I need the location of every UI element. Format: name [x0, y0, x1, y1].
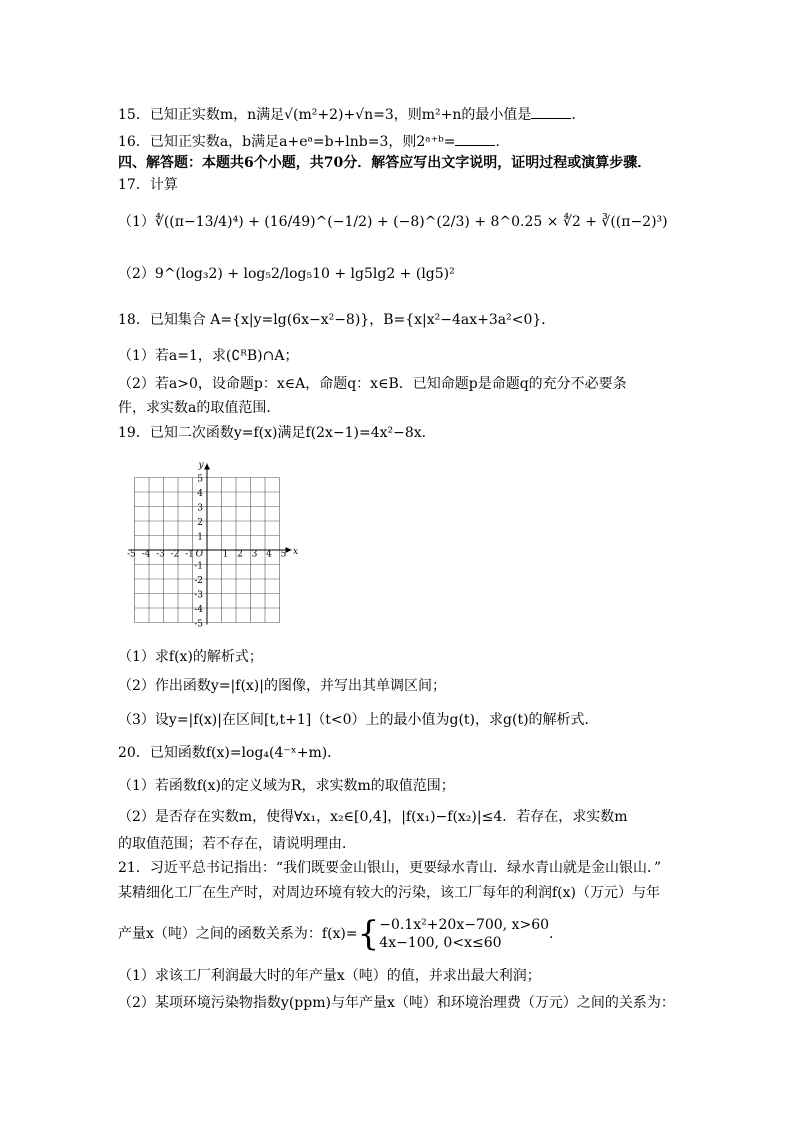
q17-part-1-label: （1）: [118, 214, 155, 230]
coordinate-grid: [125, 450, 310, 635]
q18-part-2-line-1: （2）若a>0，设命题p：x∈A，命题q：x∈B．已知命题p是命题q的充分不必要条: [118, 376, 627, 392]
question-19: 19．已知二次函数y=f(x)满足f(2x−1)=4x²−8x．: [118, 425, 436, 441]
q17-part-2: [118, 264, 455, 284]
y-tick-label: 3: [197, 503, 203, 514]
q19-part-3: （3）设y=|f(x)|在区间[t,t+1]（t<0）上的最小值为g(t)，求g(t)的解析式．: [118, 712, 599, 728]
piecewise-brace: {: [357, 914, 380, 954]
q20-part-2-line-2: 的取值范围；若不存在，请说明理由．: [118, 836, 356, 852]
question-17: 17．计算: [118, 177, 178, 193]
y-tick-label: 2: [197, 518, 203, 528]
x-axis-arrow: [286, 547, 292, 553]
x-tick-label: 1: [222, 549, 229, 560]
y-tick-label: 1: [197, 532, 203, 543]
q21-function-label: 产量x（吨）之间的函数关系为：f(x)=: [118, 926, 358, 942]
piecewise-case-2: 4x−100, 0<x≤60: [379, 935, 502, 951]
x-tick-label: -3: [156, 549, 165, 560]
x-tick-label: 4: [266, 549, 272, 560]
question-21-line-2: 某精细化工厂在生产时，对周边环境有较大的污染，该工厂每年的利润f(x)（万元）与年: [118, 885, 660, 901]
q17-part-2-label: （2）: [118, 266, 155, 282]
x-tick-label: -5: [127, 549, 136, 560]
y-tick-label: -4: [194, 605, 203, 615]
y-tick-label: 5: [197, 474, 203, 485]
x-axis-label: x: [292, 547, 299, 557]
piecewise-case-1: −0.1x²+20x−700, x>60: [379, 917, 550, 933]
question-15: [118, 104, 576, 125]
x-tick-label: 3: [251, 549, 258, 560]
answer-blank-16[interactable]: [455, 131, 495, 146]
q19-part-1: （1）求f(x)的解析式；: [118, 649, 263, 665]
q21-part-1: （1）求该工厂利润最大时的年产量x（吨）的值，并求出最大利润；: [118, 968, 541, 984]
q16-text: 16．已知正实数a，b满足a+eᵃ=b+lnb=3，则2ᵃ⁺ᵇ=: [118, 134, 456, 150]
x-tick-label: -2: [170, 549, 180, 560]
y-tick-label: -1: [194, 561, 203, 572]
question-20: 20．已知函数f(x)=log₄(4⁻ˣ+m)．: [118, 745, 342, 761]
y-axis-label: y: [198, 460, 204, 471]
y-tick-label: 4: [197, 489, 203, 499]
q15-text: 15．已知正实数m，n满足√(m²+2)+√n=3，则m²+n的最小值是: [118, 107, 532, 123]
q20-part-2-line-1: （2）是否存在实数m，使得∀x₁，x₂∈[0,4]，|f(x₁)−f(x₂)|≤4．若存在，求实数m: [118, 809, 628, 825]
section-4-heading: 四、解答题：本题共6个小题，共70分．解答应写出文字说明，证明过程或演算步骤．: [118, 155, 652, 171]
q17-part-2-expression: 9^(log₃2) + log₅2/log₅10 + lg5lg2 + (lg5)²: [154, 266, 455, 282]
q17-part-1-expression: ∜((π−13/4)⁴) + (16/49)^(−1/2) + (−8)^(2/3) + 8^0.25 × ∜2 + ∛((π−2)³): [154, 214, 668, 230]
q18-part-1: （1）若a=1，求(∁ᴿB)∩A；: [118, 348, 299, 364]
q19-part-2: （2）作出函数y=|f(x)|的图像，并写出其单调区间；: [118, 678, 446, 694]
q15-end: .: [571, 107, 576, 123]
x-tick-label: 2: [237, 549, 243, 560]
y-tick-label: -5: [194, 619, 203, 630]
origin-label: O: [195, 549, 203, 560]
question-16: [118, 131, 500, 152]
question-21-line-3: [118, 916, 553, 952]
y-tick-label: -3: [194, 590, 203, 601]
q21-line-3-end: .: [549, 926, 554, 942]
q17-part-1: [118, 212, 668, 232]
x-tick-label: -1: [185, 549, 194, 560]
q21-part-2: （2）某项环境污染物指数y(ppm)与年产量x（吨）和环境治理费（万元）之间的关系为：: [118, 995, 675, 1011]
x-tick-label: -4: [141, 549, 151, 560]
y-axis-arrow: [204, 464, 210, 470]
question-18: 18．已知集合 A={x|y=lg(6x−x²−8)}，B={x|x²−4ax+3a²<0}．: [118, 312, 556, 328]
piecewise-cases: [379, 916, 549, 952]
q18-part-2-line-2: 件，求实数a的取值范围．: [118, 400, 281, 416]
q16-end: .: [495, 134, 500, 150]
q20-part-1: （1）若函数f(x)的定义域为R，求实数m的取值范围；: [118, 778, 455, 794]
question-21-line-1: 21．习近平总书记指出：“我们既要金山银山，更要绿水青山．绿水青山就是金山银山．”: [118, 860, 662, 876]
x-tick-label: 5: [280, 549, 287, 560]
y-tick-label: -2: [194, 576, 203, 586]
answer-blank-15[interactable]: [531, 104, 571, 119]
